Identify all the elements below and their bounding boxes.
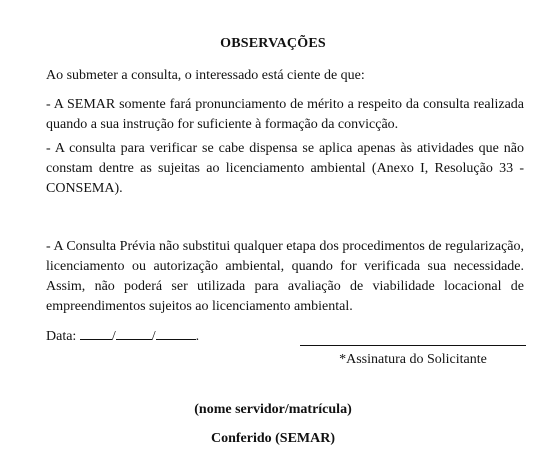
date-field <box>46 326 199 347</box>
observation-item-1: - A SEMAR somente fará pronunciamento de mérito a respeito da consulta realizada quando a sua instrução for suficiente à formação da convicção. <box>46 97 524 132</box>
signature-label: *Assinatura do Solicitante <box>339 352 487 367</box>
observation-item-2: - A consulta para verificar se cabe dispensa se aplica apenas às atividades que não constam dentre as sujeitas ao licenciamento ambiental (Anexo I, Resolução 33 - CONSEMA). <box>46 141 524 196</box>
date-month-blank[interactable] <box>116 326 152 340</box>
date-end: . <box>195 329 200 344</box>
date-day-blank[interactable] <box>80 326 112 340</box>
date-year-blank[interactable] <box>156 326 196 340</box>
servidor-label: (nome servidor/matrícula) <box>194 402 352 417</box>
signature-line[interactable] <box>300 345 526 346</box>
section-title: OBSERVAÇÕES <box>220 36 326 51</box>
intro-paragraph: Ao submeter a consulta, o interessado está ciente de que: <box>46 68 365 83</box>
date-separator-1: / <box>111 329 116 344</box>
date-separator-2: / <box>151 329 156 344</box>
observation-item-3: - A Consulta Prévia não substitui qualquer etapa dos procedimentos de regularização, licenciamento ou autorização ambiental, quando for verificada sua necessidade. Assim, não poderá ser utilizada para avaliação de viabilidade locacional de empreendimentos sujeitos ao licenciamento ambiental. <box>46 239 524 314</box>
date-label: Data: <box>46 329 77 344</box>
conferido-label: Conferido (SEMAR) <box>210 431 336 446</box>
